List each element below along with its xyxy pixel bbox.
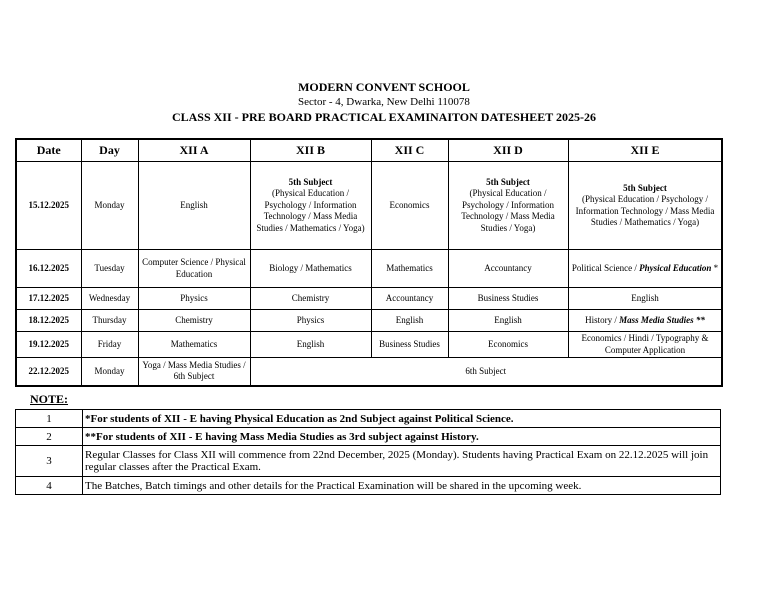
table-header-row [16, 139, 722, 162]
xii-e-cell [568, 162, 722, 250]
day-cell: Wednesday [81, 288, 138, 310]
date-cell: 18.12.2025 [16, 310, 81, 332]
day-cell: Monday [81, 358, 138, 386]
column-header-day: Day [81, 139, 138, 162]
column-header-xii-e: XII E [568, 139, 722, 162]
table-row [16, 250, 722, 288]
date-cell: 22.12.2025 [16, 358, 81, 386]
subject-text: Political Science / [571, 262, 640, 273]
note-number: 1 [16, 410, 83, 428]
xii-e-cell [568, 250, 722, 288]
xii-e-cell: Economics / Hindi / Typography & Computer Application [568, 332, 722, 358]
day-cell: Thursday [81, 310, 138, 332]
xii-b-cell: Chemistry [250, 288, 371, 310]
subject-heading: 5th Subject [623, 182, 667, 193]
xii-d-cell [448, 162, 568, 250]
xii-e-cell [568, 310, 722, 332]
xii-c-cell: Accountancy [371, 288, 448, 310]
table-row [16, 162, 722, 250]
table-row [16, 310, 722, 332]
subject-heading: 5th Subject [288, 176, 333, 187]
column-header-xii-b: XII B [250, 139, 371, 162]
note-row [16, 446, 721, 477]
merged-subject-cell: 6th Subject [250, 358, 722, 386]
subject-emphasis: Physical Education [639, 262, 712, 273]
day-cell: Friday [81, 332, 138, 358]
note-text: The Batches, Batch timings and other details for the Practical Examination will be shared in the upcoming week. [83, 477, 721, 495]
xii-b-cell [250, 162, 371, 250]
note-row [16, 477, 721, 495]
xii-a-cell: Yoga / Mass Media Studies / 6th Subject [138, 358, 250, 386]
day-cell: Monday [81, 162, 138, 250]
xii-d-cell: Accountancy [448, 250, 568, 288]
subject-options: (Physical Education / Psychology / Information Technology / Mass Media Studies / Mathematics / Yoga) [256, 188, 365, 233]
date-cell: 15.12.2025 [16, 162, 81, 250]
xii-a-cell: Physics [138, 288, 250, 310]
subject-options: (Physical Education / Psychology / Information Technology / Mass Media Studies / Mathematics / Yoga) [575, 194, 715, 227]
xii-b-cell: Biology / Mathematics [250, 250, 371, 288]
note-text: Regular Classes for Class XII will commence from 22nd December, 2025 (Monday). Students having Practical Exam on 22.12.2025 will join regular classes after the Practical Exam. [83, 446, 721, 477]
note-text: *For students of XII - E having Physical Education as 2nd Subject against Political Science. [83, 410, 721, 428]
xii-a-cell: Chemistry [138, 310, 250, 332]
day-cell: Tuesday [81, 250, 138, 288]
column-header-xii-d: XII D [448, 139, 568, 162]
xii-c-cell: Business Studies [371, 332, 448, 358]
note-number: 3 [16, 446, 83, 477]
column-header-xii-c: XII C [371, 139, 448, 162]
table-row [16, 288, 722, 310]
column-header-date: Date [16, 139, 81, 162]
table-row [16, 332, 722, 358]
xii-a-cell: Mathematics [138, 332, 250, 358]
xii-b-cell: English [250, 332, 371, 358]
xii-b-cell: Physics [250, 310, 371, 332]
xii-e-cell: English [568, 288, 722, 310]
column-header-xii-a: XII A [138, 139, 250, 162]
school-name: MODERN CONVENT SCHOOL [298, 80, 470, 94]
subject-options: (Physical Education / Psychology / Information Technology / Mass Media Studies / Yoga) [461, 188, 555, 233]
datesheet-title: CLASS XII - PRE BOARD PRACTICAL EXAMINAITON DATESHEET 2025-26 [171, 110, 597, 124]
xii-a-cell: English [138, 162, 250, 250]
date-cell: 16.12.2025 [16, 250, 81, 288]
note-number: 4 [16, 477, 83, 495]
note-row [16, 410, 721, 428]
subject-emphasis: Mass Media Studies ** [619, 314, 705, 325]
table-row [16, 358, 722, 386]
xii-c-cell: Mathematics [371, 250, 448, 288]
xii-a-cell: Computer Science / Physical Education [138, 250, 250, 288]
datesheet-table [15, 138, 723, 387]
date-cell: 19.12.2025 [16, 332, 81, 358]
xii-d-cell: English [448, 310, 568, 332]
xii-c-cell: Economics [371, 162, 448, 250]
note-text: **For students of XII - E having Mass Media Studies as 3rd subject against History. [83, 428, 721, 446]
date-cell: 17.12.2025 [16, 288, 81, 310]
note-number: 2 [16, 428, 83, 446]
xii-d-cell: Economics [448, 332, 568, 358]
note-label: NOTE: [30, 392, 69, 406]
subject-text: History / [585, 314, 620, 325]
footnote-mark: * [711, 262, 719, 273]
xii-c-cell: English [371, 310, 448, 332]
note-row [16, 428, 721, 446]
notes-table [15, 409, 721, 495]
xii-d-cell: Business Studies [448, 288, 568, 310]
subject-heading: 5th Subject [486, 176, 530, 187]
school-address: Sector - 4, Dwarka, New Delhi 110078 [298, 96, 470, 108]
